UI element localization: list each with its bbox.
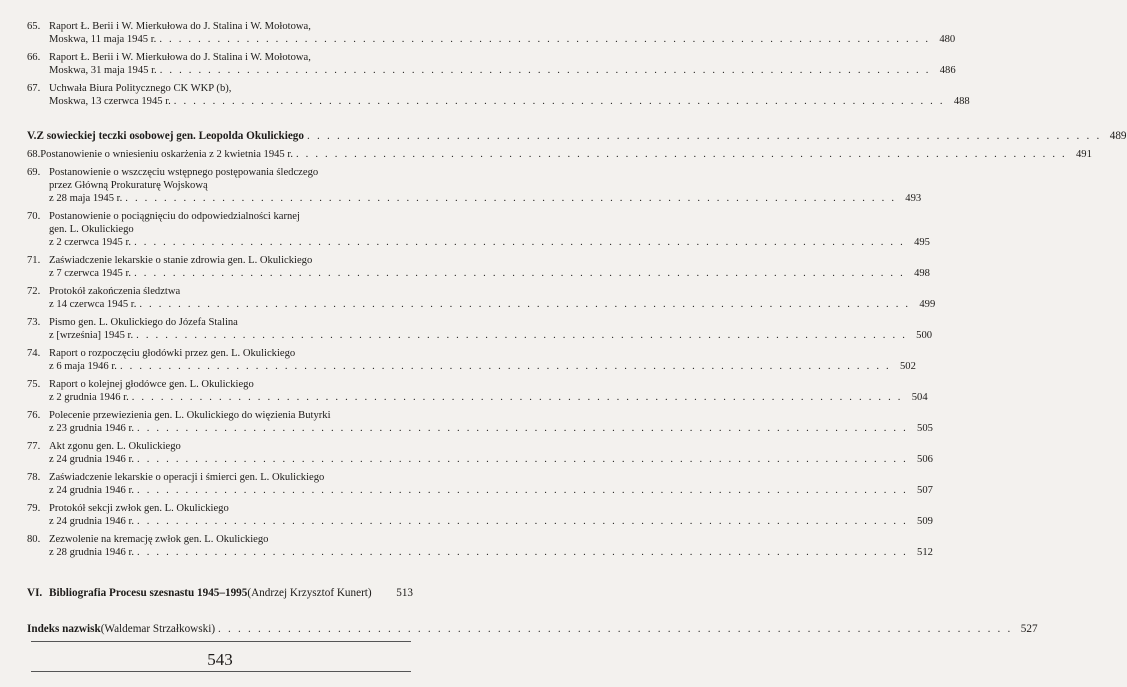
toc-entry-line <box>27 440 413 453</box>
toc-entry-text: Postanowienie o wniesieniu oskarżenia z 2 kwietnia 1945 r. <box>40 149 293 160</box>
toc-entry-text: z 6 maja 1946 r. <box>49 361 117 372</box>
toc-entry-number: 70. <box>27 211 41 222</box>
toc-entry-page: 506 <box>917 454 933 465</box>
toc-section-heading <box>27 129 1127 143</box>
toc-entry-last-line <box>27 267 930 280</box>
table-of-contents <box>27 20 1127 641</box>
toc-entry-last-line <box>27 515 933 528</box>
toc-entry-page: 505 <box>917 423 933 434</box>
toc-entry-number: 67. <box>27 83 41 94</box>
toc-entry-number: 75. <box>27 379 41 390</box>
toc-entry-line <box>27 285 413 298</box>
section-number: V. <box>27 130 37 142</box>
toc-entry-line <box>27 533 413 546</box>
toc-entry-text: Uchwała Biura Politycznego CK WKP (b), <box>49 83 232 94</box>
leader-dots: . . . . . . . . . . . . . . . . . . . . . . . . . . . . . . . . . . . . . . . . . . . . . . . . . . . . . . . . . . . . . . . . . . . . . . . . . . . . . . . . <box>173 96 945 107</box>
toc-entry-number: 72. <box>27 286 41 297</box>
leader-dots: . . . . . . . . . . . . . . . . . . . . . . . . . . . . . . . . . . . . . . . . . . . . . . . . . . . . . . . . . . . . . . . . . . . . . . . . . . . . . . . . <box>134 237 905 248</box>
toc-entry-number: 76. <box>27 410 41 421</box>
leader-dots: . . . . . . . . . . . . . . . . . . . . . . . . . . . . . . . . . . . . . . . . . . . . . . . . . . . . . . . . . . . . . . . . . . . . . . . . . . . . . . . . <box>131 392 903 403</box>
toc-entry-text: Zaświadczenie lekarskie o stanie zdrowia gen. L. Okulickiego <box>49 255 313 266</box>
toc-entry-text: gen. L. Okulickiego <box>49 224 134 235</box>
toc-section-heading <box>27 586 413 600</box>
toc-entry-last-line <box>27 64 956 77</box>
toc-entry-page: 509 <box>917 516 933 527</box>
toc-entry-last-line <box>27 453 933 466</box>
toc-entry-number: 74. <box>27 348 41 359</box>
toc-entry-last-line <box>27 192 922 205</box>
page-number-rule-bottom <box>31 671 411 672</box>
toc-entry-text: Raport o kolejnej głodówce gen. L. Okulickiego <box>49 379 254 390</box>
toc-entry <box>27 166 922 205</box>
toc-entry-text: z 24 grudnia 1946 r. <box>49 516 135 527</box>
toc-entry-text: z 23 grudnia 1946 r. <box>49 423 135 434</box>
toc-entry-text: z 2 czerwca 1945 r. <box>49 237 132 248</box>
toc-entry-text: z 28 grudnia 1946 r. <box>49 547 135 558</box>
leader-dots: . . . . . . . . . . . . . . . . . . . . . . . . . . . . . . . . . . . . . . . . . . . . . . . . . . . . . . . . . . . . . . . . . . . . . . . . . . . . . . . . <box>137 423 908 434</box>
leader-dots: . . . . . . . . . . . . . . . . . . . . . . . . . . . . . . . . . . . . . . . . . . . . . . . . . . . . . . . . . . . . . . . . . . . . . . . . . . . . . . . . <box>137 547 908 558</box>
toc-entry <box>27 254 930 280</box>
toc-entry-last-line <box>27 484 933 497</box>
toc-entry <box>27 210 930 249</box>
leader-dots: . . . . . . . . . . . . . . . . . . . . . . . . . . . . . . . . . . . . . . . . . . . . . . . . . . . . . . . . . . . . . . . . . . . . . . . . . . . . . . . . <box>159 34 931 45</box>
section-title: Bibliografia Procesu szesnastu 1945–1995 <box>49 587 248 599</box>
toc-entry <box>27 148 1092 161</box>
toc-entry-line <box>27 179 413 192</box>
toc-entry-text: Postanowienie o wszczęciu wstępnego postępowania śledczego <box>49 167 319 178</box>
toc-entry <box>27 347 916 373</box>
toc-entry-text: z 28 maja 1945 r. <box>49 193 123 204</box>
toc-entry-text: Akt zgonu gen. L. Okulickiego <box>49 441 181 452</box>
toc-entry-last-line <box>27 298 936 311</box>
toc-entry-text: Zaświadczenie lekarskie o operacji i śmierci gen. L. Okulickiego <box>49 472 325 483</box>
section-title: Indeks nazwisk <box>27 623 101 635</box>
toc-section-line <box>27 622 1038 636</box>
toc-section-heading <box>27 622 1038 636</box>
toc-entry <box>27 285 936 311</box>
leader-dots: . . . . . . . . . . . . . . . . . . . . . . . . . . . . . . . . . . . . . . . . . . . . . . . . . . . . . . . . . . . . . . . . . . . . . . . . . . . . . . . . <box>134 268 905 279</box>
toc-entry-page: 495 <box>914 237 930 248</box>
toc-entry-line <box>27 223 413 236</box>
toc-entry <box>27 51 956 77</box>
toc-entry-page: 493 <box>905 193 922 204</box>
section-title: Z sowieckiej teczki osobowej gen. Leopolda Okulickiego <box>36 130 304 142</box>
toc-entry-page: 512 <box>917 547 933 558</box>
toc-entry-text: Pismo gen. L. Okulickiego do Józefa Stalina <box>49 317 238 328</box>
toc-entry-last-line <box>27 329 933 342</box>
toc-entry <box>27 502 933 528</box>
leader-dots: . . . . . . . . . . . . . . . . . . . . . . . . . . . . . . . . . . . . . . . . . . . . . . . . . . . . . . . . . . . . . . . . . . . . . . . . . . . . . . . . <box>136 330 908 341</box>
toc-entry-page: 504 <box>911 392 928 403</box>
section-page: 489 <box>1109 130 1127 142</box>
leader-dots: . . . . . . . . . . . . . . . . . . . . . . . . . . . . . . . . . . . . . . . . . . . . . . . . . . . . . . . . . . . . . . . . . . . . . . . . . . . . . . . . <box>137 454 908 465</box>
page-number: 543 <box>207 650 233 669</box>
toc-entry-page: 488 <box>953 96 970 107</box>
toc-entry-last-line <box>27 360 916 373</box>
toc-entry-text: Zezwolenie na kremację zwłok gen. L. Okulickiego <box>49 534 269 545</box>
toc-entry-text: Raport Ł. Berii i W. Mierkułowa do J. Stalina i W. Mołotowa, <box>49 21 311 32</box>
toc-entry-line <box>27 347 413 360</box>
toc-entry-last-line <box>27 95 970 108</box>
section-page: 527 <box>1020 623 1038 635</box>
toc-entry-text: Protokół zakończenia śledztwa <box>49 286 181 297</box>
toc-entry-page: 507 <box>917 485 933 496</box>
toc-entry-page: 480 <box>939 34 956 45</box>
toc-entry-text: przez Główną Prokuraturę Wojskową <box>49 180 208 191</box>
toc-entry-line <box>27 378 413 391</box>
page-number-rule-top <box>31 641 411 642</box>
leader-dots: . . . . . . . . . . . . . . . . . . . . . . . . . . . . . . . . . . . . . . . . . . . . . . . . . . . . . . . . . . . . . . . . . . . . . . . . . . . . . . . . <box>125 193 897 204</box>
toc-entry-number: 78. <box>27 472 41 483</box>
toc-entry-text: z 14 czerwca 1945 r. <box>49 299 137 310</box>
toc-entry-page: 498 <box>914 268 930 279</box>
section-page: 513 <box>396 587 413 599</box>
toc-entry <box>27 471 933 497</box>
toc-entry-number: 80. <box>27 534 41 545</box>
toc-entry-text: Moskwa, 13 czerwca 1945 r. <box>49 96 171 107</box>
toc-entry-last-line <box>27 33 956 46</box>
toc-entry-line <box>27 409 413 422</box>
toc-entry-text: z 7 czerwca 1945 r. <box>49 268 132 279</box>
toc-entry <box>27 409 933 435</box>
leader-dots: . . . . . . . . . . . . . . . . . . . . . . . . . . . . . . . . . . . . . . . . . . . . . . . . . . . . . . . . . . . . . . . . . . . . . . . . . . . . . . . . <box>137 485 908 496</box>
toc-entry-text: Postanowienie o pociągnięciu do odpowiedzialności karnej <box>49 211 300 222</box>
toc-entry-last-line <box>27 391 928 404</box>
toc-entry-page: 502 <box>899 361 916 372</box>
toc-entry-line <box>27 254 413 267</box>
toc-entry-line <box>27 210 413 223</box>
leader-dots: . . . . . . . . . . . . . . . . . . . . . . . . . . . . . . . . . . . . . . . . . . . . . . . . . . . . . . . . . . . . . . . . . . . . . . . . . . . . . . . . <box>295 149 1067 160</box>
toc-entry-page: 500 <box>916 330 933 341</box>
toc-entry-line <box>27 166 413 179</box>
toc-entry-text: z [września] 1945 r. <box>49 330 134 341</box>
toc-entry-line <box>27 51 413 64</box>
toc-entry-number: 73. <box>27 317 41 328</box>
toc-entry-page: 491 <box>1075 149 1092 160</box>
toc-entry-page: 499 <box>919 299 936 310</box>
leader-dots: . . . . . . . . . . . . . . . . . . . . . . . . . . . . . . . . . . . . . . . . . . . . . . . . . . . . . . . . . . . . . . . . . . . . . . . . . . . . . . . . <box>218 623 1013 635</box>
toc-entry-page: 486 <box>939 65 956 76</box>
leader-dots: . . . . . . . . . . . . . . . . . . . . . . . . . . . . . . . . . . . . . . . . . . . . . . . . . . . . . . . . . . . . . . . . . . . . . . . . . . . . . . . . <box>137 516 908 527</box>
toc-entry <box>27 316 933 342</box>
toc-entry-text: Moskwa, 31 maja 1945 r. <box>49 65 157 76</box>
leader-dots: . . . . . . . . . . . . . . . . . . . . . . . . . . . . . . . . . . . . . . . . . . . . . . . . . . . . . . . . . . . . . . . . . . . . . . . . . . . . . . . . <box>139 299 911 310</box>
toc-section-line <box>27 586 413 600</box>
toc-entry-number: 66. <box>27 52 41 63</box>
section-author: (Waldemar Strzałkowski) <box>100 623 216 635</box>
toc-entry <box>27 378 928 404</box>
toc-entry-number: 79. <box>27 503 41 514</box>
toc-entry-number: 77. <box>27 441 41 452</box>
toc-entry-text: Raport o rozpoczęciu głodówki przez gen. L. Okulickiego <box>49 348 296 359</box>
toc-entry-text: z 24 grudnia 1946 r. <box>49 485 135 496</box>
toc-entry <box>27 20 956 46</box>
toc-entry <box>27 82 970 108</box>
toc-entry-number: 68. <box>27 149 41 160</box>
section-author: (Andrzej Krzysztof Kunert) <box>247 587 372 599</box>
toc-entry-line <box>27 82 413 95</box>
toc-entry-last-line <box>27 236 930 249</box>
toc-entry-last-line <box>27 148 1092 161</box>
toc-entry-line <box>27 316 413 329</box>
toc-entry <box>27 533 933 559</box>
toc-entry-last-line <box>27 422 933 435</box>
toc-entry-number: 71. <box>27 255 41 266</box>
toc-entry-text: Polecenie przewiezienia gen. L. Okulickiego do więzienia Butyrki <box>49 410 331 421</box>
leader-dots: . . . . . . . . . . . . . . . . . . . . . . . . . . . . . . . . . . . . . . . . . . . . . . . . . . . . . . . . . . . . . . . . . . . . . . . . . . . . . . . . <box>307 130 1102 142</box>
toc-entry-line <box>27 502 413 515</box>
leader-dots: . . . . . . . . . . . . . . . . . . . . . . . . . . . . . . . . . . . . . . . . . . . . . . . . . . . . . . . . . . . . . . . . . . . . . . . . . . . . . . . . <box>119 361 891 372</box>
toc-entry-line <box>27 20 413 33</box>
toc-section-line <box>27 129 1127 143</box>
toc-entry <box>27 440 933 466</box>
toc-entry-text: Protokół sekcji zwłok gen. L. Okulickiego <box>49 503 229 514</box>
toc-entry-last-line <box>27 546 933 559</box>
toc-entry-line <box>27 471 413 484</box>
leader-dots: . . . . . . . . . . . . . . . . . . . . . . . . . . . . . . . . . . . . . . . . . . . . . . . . . . . . . . . . . . . . . . . . . . . . . . . . . . . . . . . . <box>159 65 931 76</box>
toc-entry-number: 65. <box>27 21 41 32</box>
toc-entry-number: 69. <box>27 167 41 178</box>
toc-entry-text: Moskwa, 11 maja 1945 r. <box>49 34 157 45</box>
toc-entry-text: z 2 grudnia 1946 r. <box>49 392 129 403</box>
toc-entry-text: z 24 grudnia 1946 r. <box>49 454 135 465</box>
toc-entry-text: Raport Ł. Berii i W. Mierkułowa do J. Stalina i W. Mołotowa, <box>49 52 311 63</box>
section-number: VI. <box>27 587 43 599</box>
